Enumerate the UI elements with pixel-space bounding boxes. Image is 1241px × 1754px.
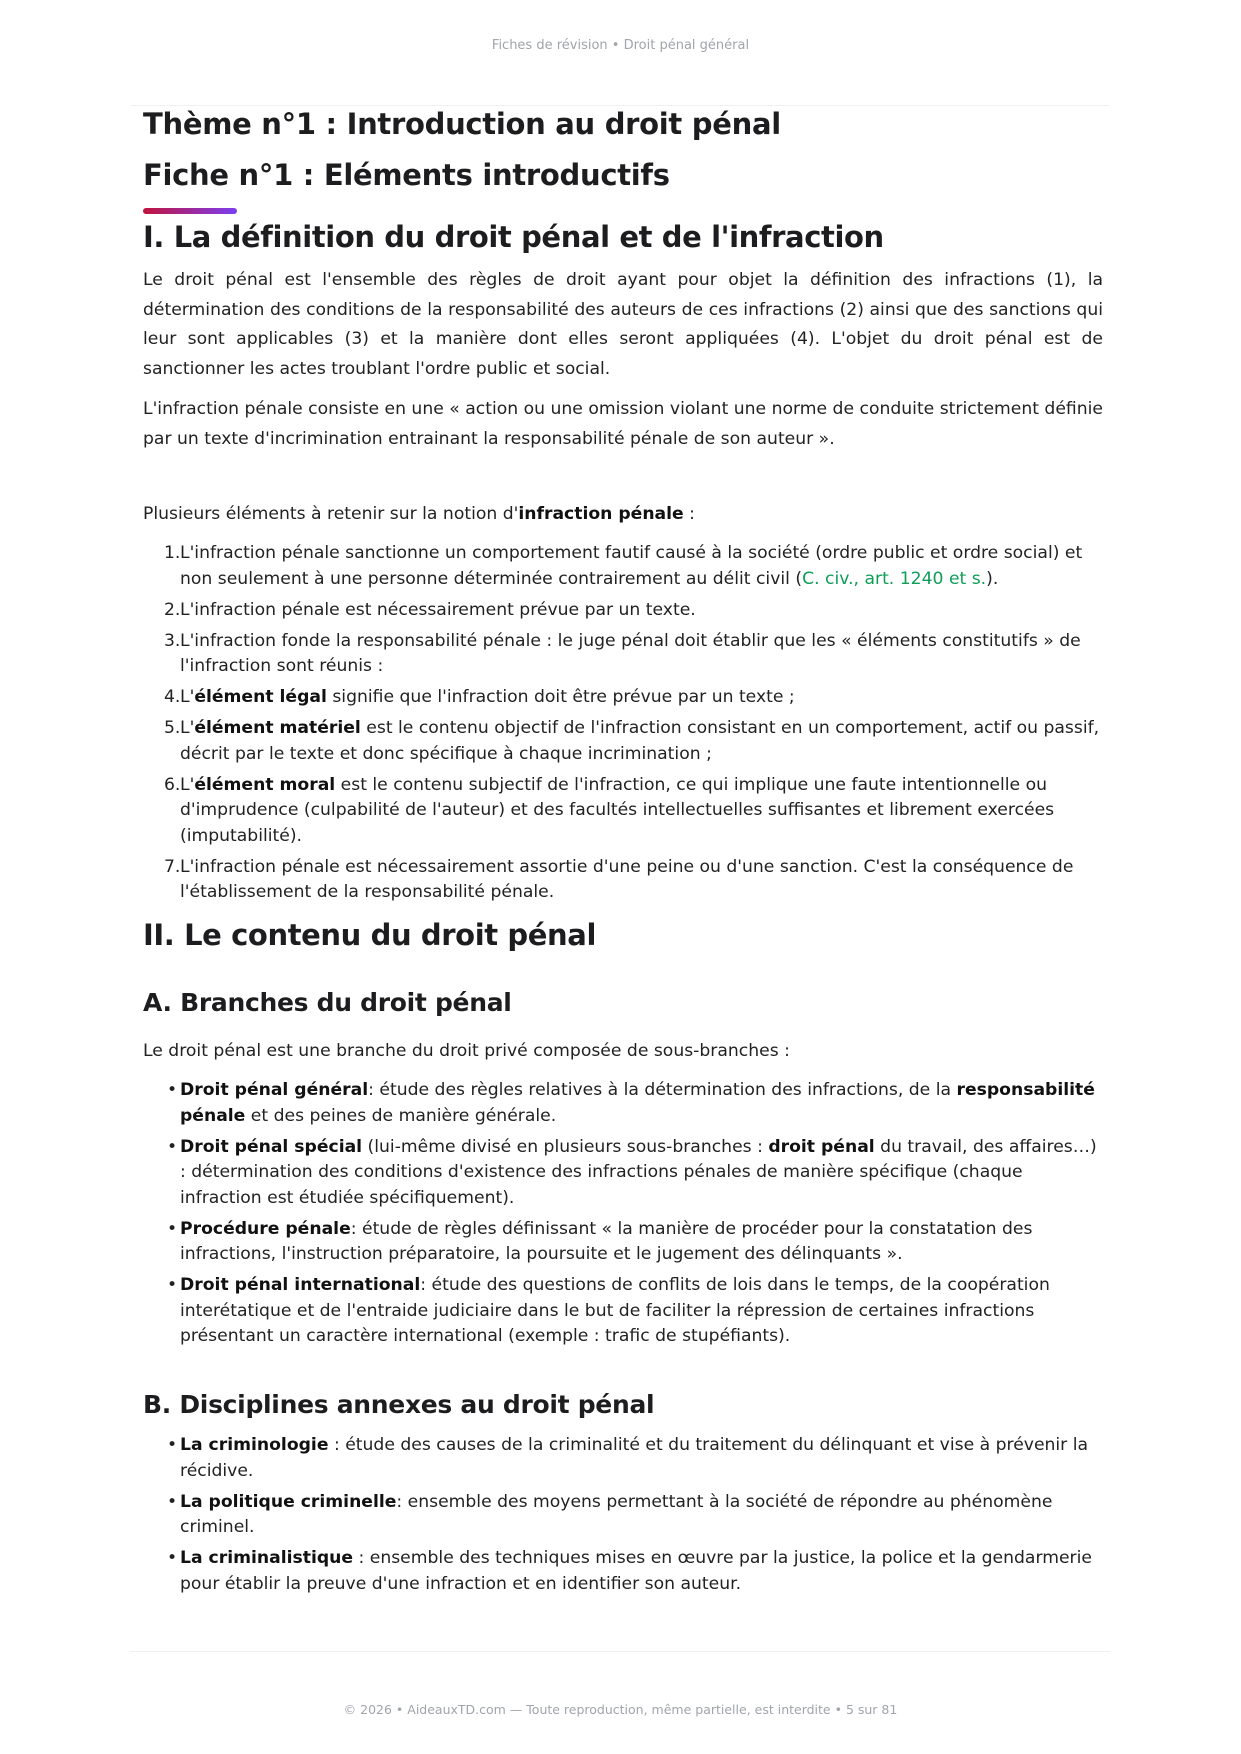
branches-list bbox=[143, 1078, 1103, 1355]
list-item: • Droit pénal général: étude des règles relatives à la détermination des infractions, de la responsabilité pénale et des peines de manière générale. bbox=[167, 1080, 1095, 1126]
list-item: 4. L'élément légal signifie que l'infraction doit être prévue par un texte ; bbox=[164, 687, 795, 707]
footer-divider bbox=[130, 1651, 1110, 1652]
section-2-heading: II. Le contenu du droit pénal bbox=[143, 918, 596, 952]
list-item: • Procédure pénale: étude de règles définissant « la manière de procéder pour la constatation des infractions, l'instruction préparatoire, la poursuite et le jugement des délinquants ». bbox=[167, 1218, 1033, 1264]
list-item: 7. L'infraction pénale est nécessairement assortie d'une peine ou d'une sanction. C'est la conséquence de l'établissement de la responsabilité pénale. bbox=[164, 856, 1074, 902]
list-item: 2. L'infraction pénale est nécessairement prévue par un texte. bbox=[164, 599, 696, 620]
section-1-heading: I. La définition du droit pénal et de l'infraction bbox=[143, 220, 884, 254]
title-accent-bar bbox=[143, 208, 237, 214]
disciplines-list bbox=[143, 1433, 1103, 1603]
fiche-title: Fiche n°1 : Eléments introductifs bbox=[143, 158, 670, 192]
list-item: • La criminologie : étude des causes de la criminalité et du traitement du délinquant et vise à prévenir la récidive. bbox=[167, 1435, 1089, 1481]
list-item: • La politique criminelle: ensemble des moyens permettant à la société de répondre au phénomène criminel. bbox=[167, 1491, 1053, 1537]
list-item: • Droit pénal spécial (lui-même divisé en plusieurs sous-branches : droit pénal du travail, des affaires…) : détermination des conditions d'existence des infractions pénales de manière spécifique (chaque infraction est étudiée spécifiquement). bbox=[167, 1136, 1097, 1208]
list-item: 3. L'infraction fonde la responsabilité pénale : le juge pénal doit établir que les « éléments constitutifs » de l'infraction sont réunis : bbox=[164, 630, 1081, 676]
subsection-b-heading: B. Disciplines annexes au droit pénal bbox=[143, 1390, 655, 1419]
list-item: 6. L'élément moral est le contenu subjectif de l'infraction, ce qui implique une faute intentionnelle ou d'imprudence (culpabilité de l'auteur) et des facultés intellectuelles suffisantes et librement exercées (imputabilité). bbox=[164, 774, 1055, 846]
page-footer: © 2026 • AideauxTD.com — Toute reproduction, même partielle, est interdite • 5 sur 81 bbox=[343, 1702, 898, 1717]
running-header: Fiches de révision • Droit pénal général bbox=[491, 38, 750, 53]
subsection-a-heading: A. Branches du droit pénal bbox=[143, 988, 512, 1017]
list-item: 5. L'élément matériel est le contenu objectif de l'infraction consistant en un comportement, actif ou passif, décrit par le texte et donc spécifique à chaque incrimination ; bbox=[164, 718, 1100, 764]
infraction-elements-list bbox=[143, 541, 1103, 911]
list-item: • La criminalistique : ensemble des techniques mises en œuvre par la justice, la police et la gendarmerie pour établir la preuve d'une infraction et en identifier son auteur. bbox=[167, 1548, 1092, 1594]
list-item: 1. L'infraction pénale sanctionne un comportement fautif causé à la société (ordre public et ordre social) et non seulement à une personne déterminée contrairement au délit civil (C. civ., art. 1240 et s.). bbox=[164, 543, 1083, 589]
subsection-a-intro: Le droit pénal est une branche du droit privé composée de sous-branches : bbox=[143, 1041, 790, 1061]
list-item: • Droit pénal international: étude des questions de conflits de lois dans le temps, de la coopération interétatique et de l'entraide judiciaire dans le but de faciliter la répression de certaines infractions présentant un caractère international (exemple : trafic de stupéfiants). bbox=[167, 1275, 1050, 1346]
section-1-paragraph-1: Le droit pénal est l'ensemble des règles de droit ayant pour objet la définition des infractions (1), la détermination des conditions de la responsabilité des auteurs de ces infractions (2) ainsi que des sanctions qui leur sont applicables (3) et la manière dont elles seront appliquées (4). L'objet du droit pénal est de sanctionner les actes troublant l'ordre public et social. bbox=[143, 270, 1103, 379]
section-1-list-intro: Plusieurs éléments à retenir sur la notion d'infraction pénale : bbox=[143, 504, 695, 524]
section-1-paragraph-2: L'infraction pénale consiste en une « action ou une omission violant une norme de conduite strictement définie par un texte d'incrimination entrainant la responsabilité pénale de son auteur ». bbox=[143, 399, 1103, 449]
header-divider bbox=[130, 105, 1110, 106]
theme-title: Thème n°1 : Introduction au droit pénal bbox=[143, 107, 781, 141]
civil-code-reference-link[interactable]: C. civ., art. 1240 et s. bbox=[802, 568, 987, 589]
